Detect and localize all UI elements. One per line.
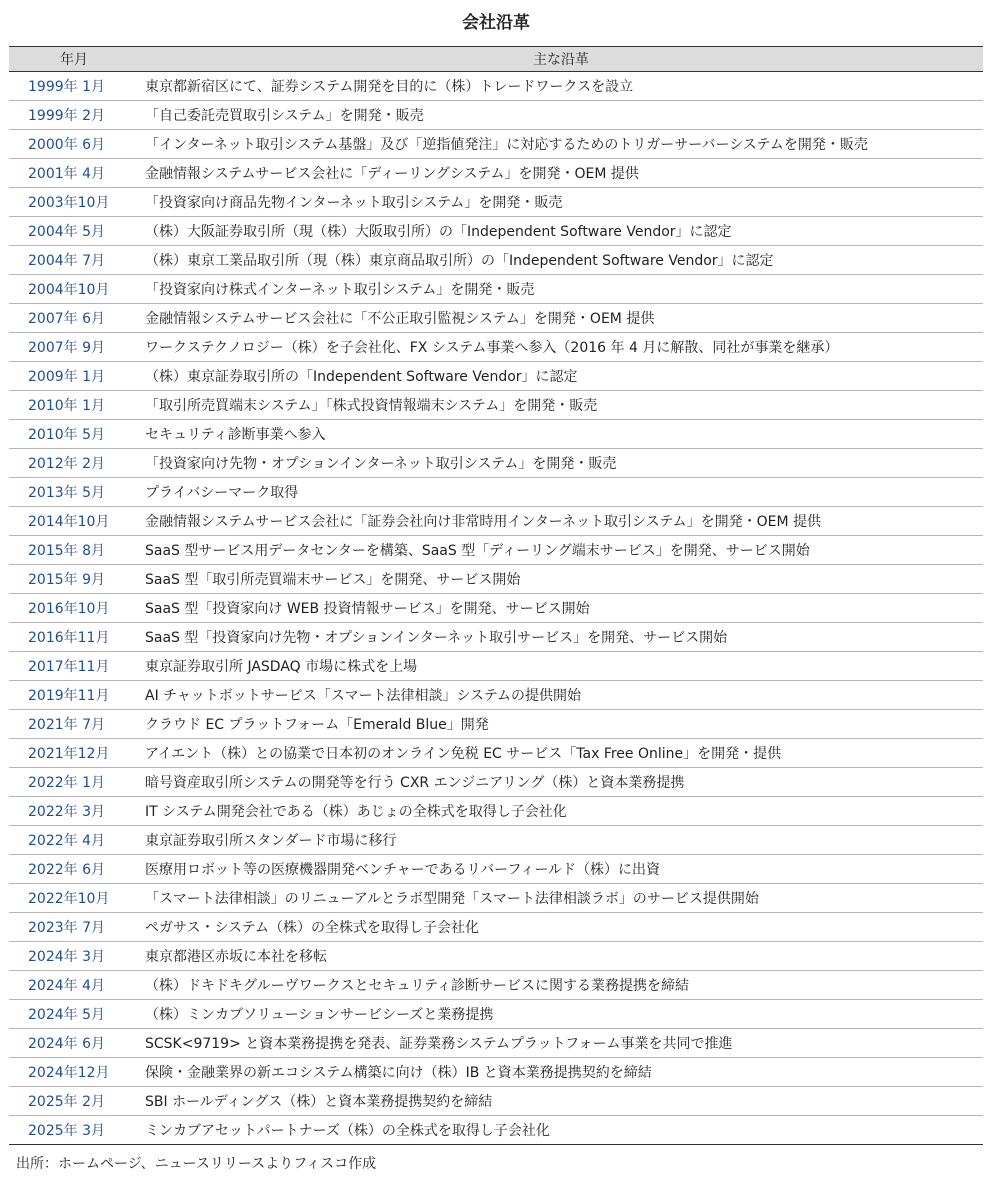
row-date: 2015年 8月 <box>9 536 139 565</box>
table-row <box>9 275 983 304</box>
row-event: ワークステクノロジー（株）を子会社化、FX システム事業へ参入（2016 年 4 月に解散、同社が事業を継承） <box>139 333 983 362</box>
table-row <box>9 710 983 739</box>
row-event: SBI ホールディングス（株）と資本業務提携契約を締結 <box>139 1087 983 1116</box>
table-row <box>9 913 983 942</box>
row-event: （株）東京証券取引所の「Independent Software Vendor」に認定 <box>139 362 983 391</box>
row-date: 2003年10月 <box>9 188 139 217</box>
table-row <box>9 72 983 101</box>
row-date: 2017年11月 <box>9 652 139 681</box>
row-date: 2007年 9月 <box>9 333 139 362</box>
row-date: 2023年 7月 <box>9 913 139 942</box>
row-date: 2010年 5月 <box>9 420 139 449</box>
row-date: 2015年 9月 <box>9 565 139 594</box>
row-event: 「投資家向け商品先物インターネット取引システム」を開発・販売 <box>139 188 983 217</box>
row-date: 2022年 1月 <box>9 768 139 797</box>
row-date: 2024年12月 <box>9 1058 139 1087</box>
row-date: 2022年 4月 <box>9 826 139 855</box>
table-row <box>9 188 983 217</box>
table-row <box>9 1029 983 1058</box>
row-event: 「自己委託売買取引システム」を開発・販売 <box>139 101 983 130</box>
table-row <box>9 159 983 188</box>
row-event: 「取引所売買端末システム」「株式投資情報端末システム」を開発・販売 <box>139 391 983 420</box>
row-date: 2025年 2月 <box>9 1087 139 1116</box>
row-date: 2000年 6月 <box>9 130 139 159</box>
row-date: 2010年 1月 <box>9 391 139 420</box>
row-date: 2021年 7月 <box>9 710 139 739</box>
row-date: 2024年 6月 <box>9 1029 139 1058</box>
row-event: 東京証券取引所スタンダード市場に移行 <box>139 826 983 855</box>
row-event: AI チャットボットサービス「スマート法律相談」システムの提供開始 <box>139 681 983 710</box>
row-event: プライバシーマーク取得 <box>139 478 983 507</box>
row-date: 2022年 6月 <box>9 855 139 884</box>
row-event: 「インターネット取引システム基盤」及び「逆指値発注」に対応するためのトリガーサーバーシステムを開発・販売 <box>139 130 983 159</box>
row-date: 2022年10月 <box>9 884 139 913</box>
table-row <box>9 304 983 333</box>
row-date: 2019年11月 <box>9 681 139 710</box>
row-event: 「スマート法律相談」のリニューアルとラボ型開発「スマート法律相談ラボ」のサービス提供開始 <box>139 884 983 913</box>
row-event: 保険・金融業界の新エコシステム構築に向け（株）IB と資本業務提携契約を締結 <box>139 1058 983 1087</box>
row-event: クラウド EC プラットフォーム「Emerald Blue」開発 <box>139 710 983 739</box>
row-date: 2001年 4月 <box>9 159 139 188</box>
table-row <box>9 478 983 507</box>
row-event: SaaS 型「取引所売買端末サービス」を開発、サービス開始 <box>139 565 983 594</box>
row-event: 東京証券取引所 JASDAQ 市場に株式を上場 <box>139 652 983 681</box>
table-row <box>9 391 983 420</box>
row-date: 2014年10月 <box>9 507 139 536</box>
row-event: ミンカブアセットパートナーズ（株）の全株式を取得し子会社化 <box>139 1116 983 1145</box>
row-event: 金融情報システムサービス会社に「不公正取引監視システム」を開発・OEM 提供 <box>139 304 983 333</box>
table-row <box>9 362 983 391</box>
row-event: アイエント（株）との協業で日本初のオンライン免税 EC サービス「Tax Free Online」を開発・提供 <box>139 739 983 768</box>
table-row <box>9 217 983 246</box>
row-date: 2016年10月 <box>9 594 139 623</box>
table-row <box>9 1058 983 1087</box>
table-row <box>9 101 983 130</box>
row-event: セキュリティ診断事業へ参入 <box>139 420 983 449</box>
row-event: 「投資家向け先物・オプションインターネット取引システム」を開発・販売 <box>139 449 983 478</box>
table-row <box>9 565 983 594</box>
table-row <box>9 246 983 275</box>
header-year-month: 年月 <box>9 47 139 72</box>
row-event: 東京都港区赤坂に本社を移転 <box>139 942 983 971</box>
table-header-row <box>9 47 983 72</box>
row-event: （株）ミンカブソリューションサービシーズと業務提携 <box>139 1000 983 1029</box>
header-history: 主な沿革 <box>139 47 983 72</box>
table-row <box>9 681 983 710</box>
row-date: 2004年 7月 <box>9 246 139 275</box>
row-event: SaaS 型「投資家向け WEB 投資情報サービス」を開発、サービス開始 <box>139 594 983 623</box>
row-date: 2024年 5月 <box>9 1000 139 1029</box>
table-row <box>9 507 983 536</box>
row-date: 2025年 3月 <box>9 1116 139 1145</box>
table-row <box>9 971 983 1000</box>
row-event: （株）ドキドキグルーヴワークスとセキュリティ診断サービスに関する業務提携を締結 <box>139 971 983 1000</box>
table-row <box>9 884 983 913</box>
table-row <box>9 420 983 449</box>
row-event: 医療用ロボット等の医療機器開発ベンチャーであるリバーフィールド（株）に出資 <box>139 855 983 884</box>
row-date: 2004年 5月 <box>9 217 139 246</box>
row-event: SCSK<9719> と資本業務提携を発表、証券業務システムプラットフォーム事業を共同で推進 <box>139 1029 983 1058</box>
table-row <box>9 768 983 797</box>
page-title: 会社沿革 <box>462 13 530 33</box>
table-row <box>9 623 983 652</box>
table-row <box>9 652 983 681</box>
table-row <box>9 739 983 768</box>
table-row <box>9 826 983 855</box>
table-row <box>9 449 983 478</box>
table-row <box>9 855 983 884</box>
row-event: （株）大阪証券取引所（現（株）大阪取引所）の「Independent Software Vendor」に認定 <box>139 217 983 246</box>
row-date: 2007年 6月 <box>9 304 139 333</box>
row-date: 2009年 1月 <box>9 362 139 391</box>
row-event: SaaS 型サービス用データセンターを構築、SaaS 型「ディーリング端末サービス」を開発、サービス開始 <box>139 536 983 565</box>
row-event: 金融情報システムサービス会社に「ディーリングシステム」を開発・OEM 提供 <box>139 159 983 188</box>
row-event: （株）東京工業品取引所（現（株）東京商品取引所）の「Independent Software Vendor」に認定 <box>139 246 983 275</box>
table-row <box>9 130 983 159</box>
table-body <box>9 72 983 1145</box>
row-event: 「投資家向け株式インターネット取引システム」を開発・販売 <box>139 275 983 304</box>
table-row <box>9 942 983 971</box>
row-date: 2024年 4月 <box>9 971 139 1000</box>
table-row <box>9 594 983 623</box>
table-row <box>9 536 983 565</box>
row-date: 1999年 2月 <box>9 101 139 130</box>
row-date: 2021年12月 <box>9 739 139 768</box>
row-event: SaaS 型「投資家向け先物・オプションインターネット取引サービス」を開発、サービス開始 <box>139 623 983 652</box>
table-row <box>9 1087 983 1116</box>
row-event: 暗号資産取引所システムの開発等を行う CXR エンジニアリング（株）と資本業務提携 <box>139 768 983 797</box>
row-date: 2012年 2月 <box>9 449 139 478</box>
row-date: 2022年 3月 <box>9 797 139 826</box>
table-row <box>9 797 983 826</box>
row-date: 2004年10月 <box>9 275 139 304</box>
row-event: ペガサス・システム（株）の全株式を取得し子会社化 <box>139 913 983 942</box>
table-row <box>9 333 983 362</box>
row-date: 1999年 1月 <box>9 72 139 101</box>
table-row <box>9 1000 983 1029</box>
row-event: IT システム開発会社である（株）あじょの全株式を取得し子会社化 <box>139 797 983 826</box>
table-row <box>9 1116 983 1145</box>
row-event: 金融情報システムサービス会社に「証券会社向け非常時用インターネット取引システム」を開発・OEM 提供 <box>139 507 983 536</box>
row-date: 2013年 5月 <box>9 478 139 507</box>
row-date: 2016年11月 <box>9 623 139 652</box>
history-table <box>9 46 983 1145</box>
row-date: 2024年 3月 <box>9 942 139 971</box>
row-event: 東京都新宿区にて、証券システム開発を目的に（株）トレードワークスを設立 <box>139 72 983 101</box>
source-note: 出所：ホームページ、ニュースリリースよりフィスコ作成 <box>16 1156 377 1172</box>
